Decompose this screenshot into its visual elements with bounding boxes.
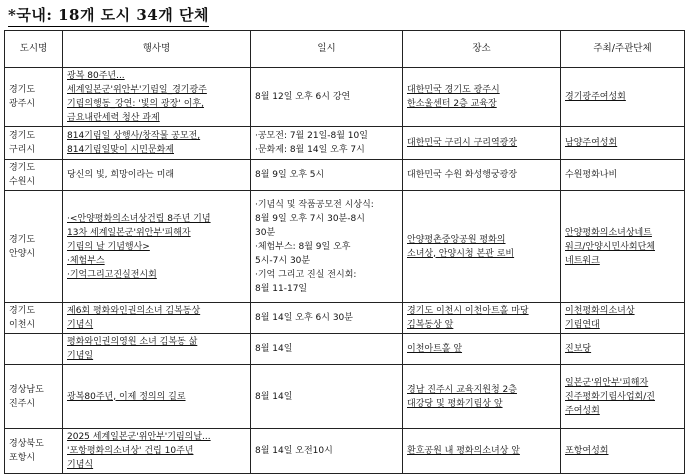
cell-text-line: 경상북도 bbox=[9, 439, 44, 449]
cell-event bbox=[63, 429, 251, 474]
cell-text-line: 안양평촌중앙공원 평화의 bbox=[407, 234, 506, 245]
col-header-city: 도시명 bbox=[5, 31, 63, 68]
cell-date bbox=[251, 303, 403, 334]
cell-text-line: 8월 12일 오후 6시 강연 bbox=[255, 92, 351, 102]
cell-event bbox=[63, 68, 251, 127]
cell-text-line: 이천아트홀 앞 bbox=[407, 344, 463, 354]
cell-text-line: 814기림일맞이 시민문화제 bbox=[67, 145, 174, 155]
cell-text-line: 김복동상 앞 bbox=[407, 320, 454, 330]
cell-text-line: 기림연대 bbox=[565, 320, 600, 330]
cell-text-line: 경기광주여성회 bbox=[565, 92, 626, 102]
cell-text-line: 진보당 bbox=[565, 344, 592, 354]
table-row bbox=[5, 127, 685, 160]
cell-text-line: 포항시 bbox=[9, 453, 36, 463]
cell-city bbox=[5, 127, 63, 160]
cell-organizer bbox=[561, 127, 685, 160]
events-table bbox=[4, 30, 685, 474]
cell-text-line: 구리시 bbox=[9, 145, 36, 155]
cell-text-line: 경상남도 bbox=[9, 384, 44, 395]
cell-date bbox=[251, 191, 403, 303]
table-row bbox=[5, 68, 685, 127]
cell-text-line: 8월 9일 오후 7시 30분-8시 bbox=[255, 213, 365, 224]
cell-event bbox=[63, 303, 251, 334]
cell-text-line: 기념식 bbox=[67, 460, 94, 470]
cell-text-line: 이천평화의소녀상 bbox=[565, 306, 635, 316]
cell-text-line: ·기념식 및 작품공모전 시상식: bbox=[255, 199, 374, 210]
cell-text-line: 진주평화기림사업회/진 bbox=[565, 391, 655, 402]
cell-text-line: 경기도 bbox=[9, 306, 36, 316]
cell-text-line: 경기도 bbox=[9, 85, 36, 95]
cell-place bbox=[403, 160, 561, 191]
header-row bbox=[5, 31, 685, 68]
cell-text-line: 진주시 bbox=[9, 398, 36, 409]
cell-text-line: 8월 14일 bbox=[255, 391, 293, 402]
cell-place bbox=[403, 334, 561, 365]
cell-text-line: 남양주여성회 bbox=[565, 138, 618, 148]
cell-text-line: ·<안양평화의소녀상건립 8주년 기념 bbox=[67, 213, 211, 224]
cell-text-line: 기림의행동_강연: '빛의 광장' 이후, bbox=[67, 99, 204, 109]
cell-event bbox=[63, 160, 251, 191]
cell-text-line: 포항여성회 bbox=[565, 446, 609, 456]
table-row bbox=[5, 303, 685, 334]
cell-text-line: 안양시 bbox=[9, 248, 36, 259]
cell-date bbox=[251, 127, 403, 160]
col-header-date: 일시 bbox=[251, 31, 403, 68]
table-row bbox=[5, 365, 685, 429]
cell-text-line: 대한민국 경기도 광주시 bbox=[407, 85, 500, 95]
col-header-event: 행사명 bbox=[63, 31, 251, 68]
cell-text-line: 금요내란세력 청산 과제 bbox=[67, 113, 160, 123]
cell-organizer bbox=[561, 334, 685, 365]
cell-place bbox=[403, 365, 561, 429]
cell-text-line: 5시-7시 30분 bbox=[255, 255, 311, 266]
cell-text-line: 평화와인권의영원 소녀 김복동 삶 bbox=[67, 337, 198, 347]
cell-text-line: 8월 14일 bbox=[255, 344, 293, 354]
cell-text-line: 기념일 bbox=[67, 351, 94, 361]
cell-text-line: 대강당 및 평화기림상 앞 bbox=[407, 398, 503, 409]
cell-text-line: 8월 9일 오후 5시 bbox=[255, 170, 325, 180]
cell-place bbox=[403, 303, 561, 334]
cell-organizer bbox=[561, 68, 685, 127]
cell-text-line: 네트워크 bbox=[565, 255, 600, 266]
cell-text-line: 수원시 bbox=[9, 177, 36, 187]
cell-text-line: ·공모전: 7월 21일-8월 10일 bbox=[255, 131, 368, 141]
cell-text-line: 한소울센터 2층 교육장 bbox=[407, 99, 497, 109]
cell-city bbox=[5, 365, 63, 429]
cell-date bbox=[251, 68, 403, 127]
table-row bbox=[5, 334, 685, 365]
cell-text-line: 환호공원 내 평화의소녀상 앞 bbox=[407, 446, 520, 456]
cell-text-line: 제6회 평화와인권의소녀 김복동상 bbox=[67, 306, 201, 316]
table-row bbox=[5, 160, 685, 191]
cell-text-line: 당신의 빛, 희망이라는 미래 bbox=[67, 170, 175, 180]
table-row bbox=[5, 191, 685, 303]
cell-text-line: 대한민국 구리시 구리역광장 bbox=[407, 138, 518, 148]
cell-text-line: 이천시 bbox=[9, 320, 36, 330]
cell-text-line: 경남 진주시 교육지원청 2층 bbox=[407, 384, 517, 395]
cell-text-line: ·기억그리고진실전시회 bbox=[67, 269, 157, 280]
cell-text-line: 경기도 bbox=[9, 163, 36, 173]
cell-text-line: 경기도 bbox=[9, 131, 36, 141]
cell-text-line: 세계일본군'위안부'기림일_경기광주 bbox=[67, 85, 207, 95]
cell-date bbox=[251, 429, 403, 474]
cell-text-line: 13차 세계일본군'위안부'피해자 bbox=[67, 227, 191, 238]
cell-text-line: 주여성회 bbox=[565, 405, 600, 416]
cell-date bbox=[251, 365, 403, 429]
cell-city bbox=[5, 429, 63, 474]
cell-date bbox=[251, 334, 403, 365]
cell-text-line: 안양평화의소녀상네트 bbox=[565, 227, 652, 238]
cell-text-line: 814기림일 상행사/창작물 공모전, bbox=[67, 131, 201, 141]
cell-place bbox=[403, 127, 561, 160]
cell-city bbox=[5, 191, 63, 303]
cell-text-line: 워크/안양시민사회단체 bbox=[565, 241, 655, 252]
cell-text-line: ·문화제: 8월 14일 오후 7시 bbox=[255, 145, 365, 155]
cell-event bbox=[63, 127, 251, 160]
cell-text-line: 수원평화나비 bbox=[565, 170, 618, 180]
cell-text-line: 광복 80주년... bbox=[67, 71, 125, 81]
cell-text-line: 일본군'위안부'피해자 bbox=[565, 377, 649, 388]
cell-text-line: '포항평화의소녀상' 건립 10주년 bbox=[67, 446, 194, 456]
cell-text-line: 경기도 이천시 이천아트홀 마당 bbox=[407, 306, 529, 316]
cell-place bbox=[403, 191, 561, 303]
col-header-place: 장소 bbox=[403, 31, 561, 68]
cell-event bbox=[63, 334, 251, 365]
cell-text-line: 소녀상, 안양시청 본관 로비 bbox=[407, 248, 515, 259]
cell-organizer bbox=[561, 429, 685, 474]
col-header-organizer: 주최/주관단체 bbox=[561, 31, 685, 68]
cell-text-line: ·체험부스 bbox=[67, 255, 105, 266]
cell-organizer bbox=[561, 303, 685, 334]
cell-text-line: 2025 세계일본군'위안부'기림의날... bbox=[67, 432, 211, 442]
cell-organizer bbox=[561, 365, 685, 429]
cell-city bbox=[5, 303, 63, 334]
cell-city bbox=[5, 160, 63, 191]
cell-place bbox=[403, 429, 561, 474]
cell-date bbox=[251, 160, 403, 191]
cell-text-line: 8월 14일 오전10시 bbox=[255, 446, 333, 456]
cell-text-line: 광복80주년, 이제 정의의 길로 bbox=[67, 391, 186, 402]
cell-event bbox=[63, 191, 251, 303]
cell-text-line: 경기도 bbox=[9, 234, 36, 245]
table-row bbox=[5, 429, 685, 474]
cell-text-line: 광주시 bbox=[9, 99, 36, 109]
cell-text-line: ·기억 그리고 진실 전시회: bbox=[255, 269, 357, 280]
cell-organizer bbox=[561, 160, 685, 191]
cell-event bbox=[63, 365, 251, 429]
cell-city bbox=[5, 334, 63, 365]
cell-text-line: 8월 11-17일 bbox=[255, 283, 308, 294]
cell-city bbox=[5, 68, 63, 127]
cell-text-line: 기림의 날 기념행사> bbox=[67, 241, 150, 252]
cell-text-line: 30분 bbox=[255, 227, 276, 238]
cell-text-line: ·체험부스: 8월 9일 오후 bbox=[255, 241, 351, 252]
cell-text-line: 기념식 bbox=[67, 320, 94, 330]
cell-text-line: 8월 14일 오후 6시 30분 bbox=[255, 313, 353, 323]
page-title: *국내: 18개 도시 34개 단체 bbox=[8, 4, 209, 27]
cell-organizer bbox=[561, 191, 685, 303]
cell-text-line: 대한민국 수원 화성행궁광장 bbox=[407, 170, 518, 180]
cell-place bbox=[403, 68, 561, 127]
